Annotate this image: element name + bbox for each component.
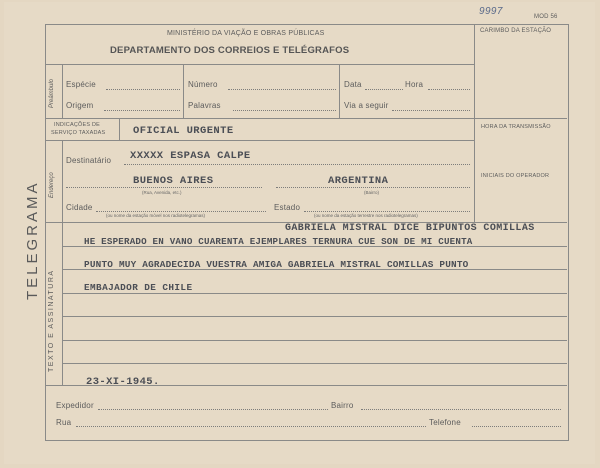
especie-field[interactable]: [106, 89, 180, 90]
line: [62, 140, 63, 222]
data-field[interactable]: [365, 89, 403, 90]
telegram-date: 23-XI-1945.: [86, 376, 160, 388]
telegram-text-line-1: GABRIELA MISTRAL DICE BIPUNTOS COMILLAS: [285, 223, 535, 234]
cidade-hint: (ou nome da estação móvel nos radiotelegramas): [106, 213, 206, 218]
ruled-line: [62, 340, 567, 341]
line: [183, 64, 184, 118]
data-label: Data: [344, 80, 362, 89]
numero-label: Número: [188, 80, 218, 89]
estado-label: Estado: [274, 203, 301, 212]
destinatario-value: XXXXX ESPASA CALPE: [130, 150, 251, 162]
bairro-sender-label: Bairro: [331, 401, 354, 410]
origem-label: Origem: [66, 101, 94, 110]
hora-label: Hora: [405, 80, 424, 89]
ruled-line: [62, 363, 567, 364]
bairro-hint: (Bairro): [364, 190, 380, 195]
department-title: DEPARTAMENTO DOS CORREIOS E TELÉGRAFOS: [110, 45, 350, 56]
handwritten-number: 9997: [479, 6, 503, 17]
telegram-text-line-4: EMBAJADOR DE CHILE: [84, 282, 193, 293]
palavras-label: Palavras: [188, 101, 221, 110]
bairro-field[interactable]: [276, 187, 470, 188]
address-city-value: BUENOS AIRES: [133, 175, 214, 187]
side-title-telegrama: TELEGRAMA: [24, 180, 41, 300]
address-section-label: Endereço: [49, 172, 55, 198]
hora-field[interactable]: [428, 89, 470, 90]
ruled-line: [62, 293, 567, 294]
line: [474, 24, 475, 222]
destinatario-label: Destinatário: [66, 156, 112, 165]
line: [62, 64, 63, 118]
telegram-text-line-3: PUNTO MUY AGRADECIDA VUESTRA AMIGA GABRIELA MISTRAL COMILLAS PUNTO: [84, 259, 469, 270]
cidade-field[interactable]: [96, 211, 266, 212]
indicacoes-label-1: INDICAÇÕES DE: [54, 122, 100, 128]
palavras-field[interactable]: [233, 110, 336, 111]
ministry-title: MINISTÉRIO DA VIAÇÃO E OBRAS PÚBLICAS: [167, 30, 325, 37]
estado-hint: (ou nome da estação terrestre nos radiotelegramas): [314, 213, 418, 218]
preamble-section-label: Preâmbulo: [49, 78, 55, 108]
expedidor-label: Expedidor: [56, 401, 94, 410]
telefone-field[interactable]: [472, 426, 561, 427]
cidade-label: Cidade: [66, 203, 93, 212]
indicacoes-value: OFICIAL URGENTE: [133, 125, 234, 137]
expedidor-field[interactable]: [98, 409, 328, 410]
hora-transmissao-label: HORA DA TRANSMISSÃO: [481, 124, 551, 130]
line: [45, 140, 474, 141]
rua-hint: (Rua, Avenida, etc.): [142, 190, 182, 195]
line: [45, 64, 474, 65]
indicacoes-label-2: SERVIÇO TAXADAS: [51, 130, 106, 136]
numero-field[interactable]: [228, 89, 336, 90]
especie-label: Espécie: [66, 80, 96, 89]
iniciais-operador-label: INICIAIS DO OPERADOR: [481, 173, 550, 179]
stamp-label: CARIMBO DA ESTAÇÃO: [480, 28, 552, 34]
line: [45, 118, 567, 119]
estado-field[interactable]: [304, 211, 470, 212]
rua-sender-label: Rua: [56, 418, 72, 427]
via-label: Via a seguir: [344, 101, 389, 110]
telegram-text-line-2: HE ESPERADO EN VANO CUARENTA EJEMPLARES TERNURA CUE SON DE MI CUENTA: [84, 236, 473, 247]
body-section-label: TEXTO E ASSINATURA: [48, 269, 55, 372]
via-field[interactable]: [392, 110, 470, 111]
origem-field[interactable]: [104, 110, 180, 111]
bairro-sender-field[interactable]: [361, 409, 561, 410]
model-number: MOD 56: [534, 14, 558, 20]
address-country-value: ARGENTINA: [328, 175, 389, 187]
destinatario-field[interactable]: [124, 164, 470, 165]
rua-field[interactable]: [66, 187, 262, 188]
rua-sender-field[interactable]: [76, 426, 426, 427]
ruled-line: [62, 316, 567, 317]
line: [339, 64, 340, 118]
telefone-label: Telefone: [429, 418, 461, 427]
line: [119, 118, 120, 140]
